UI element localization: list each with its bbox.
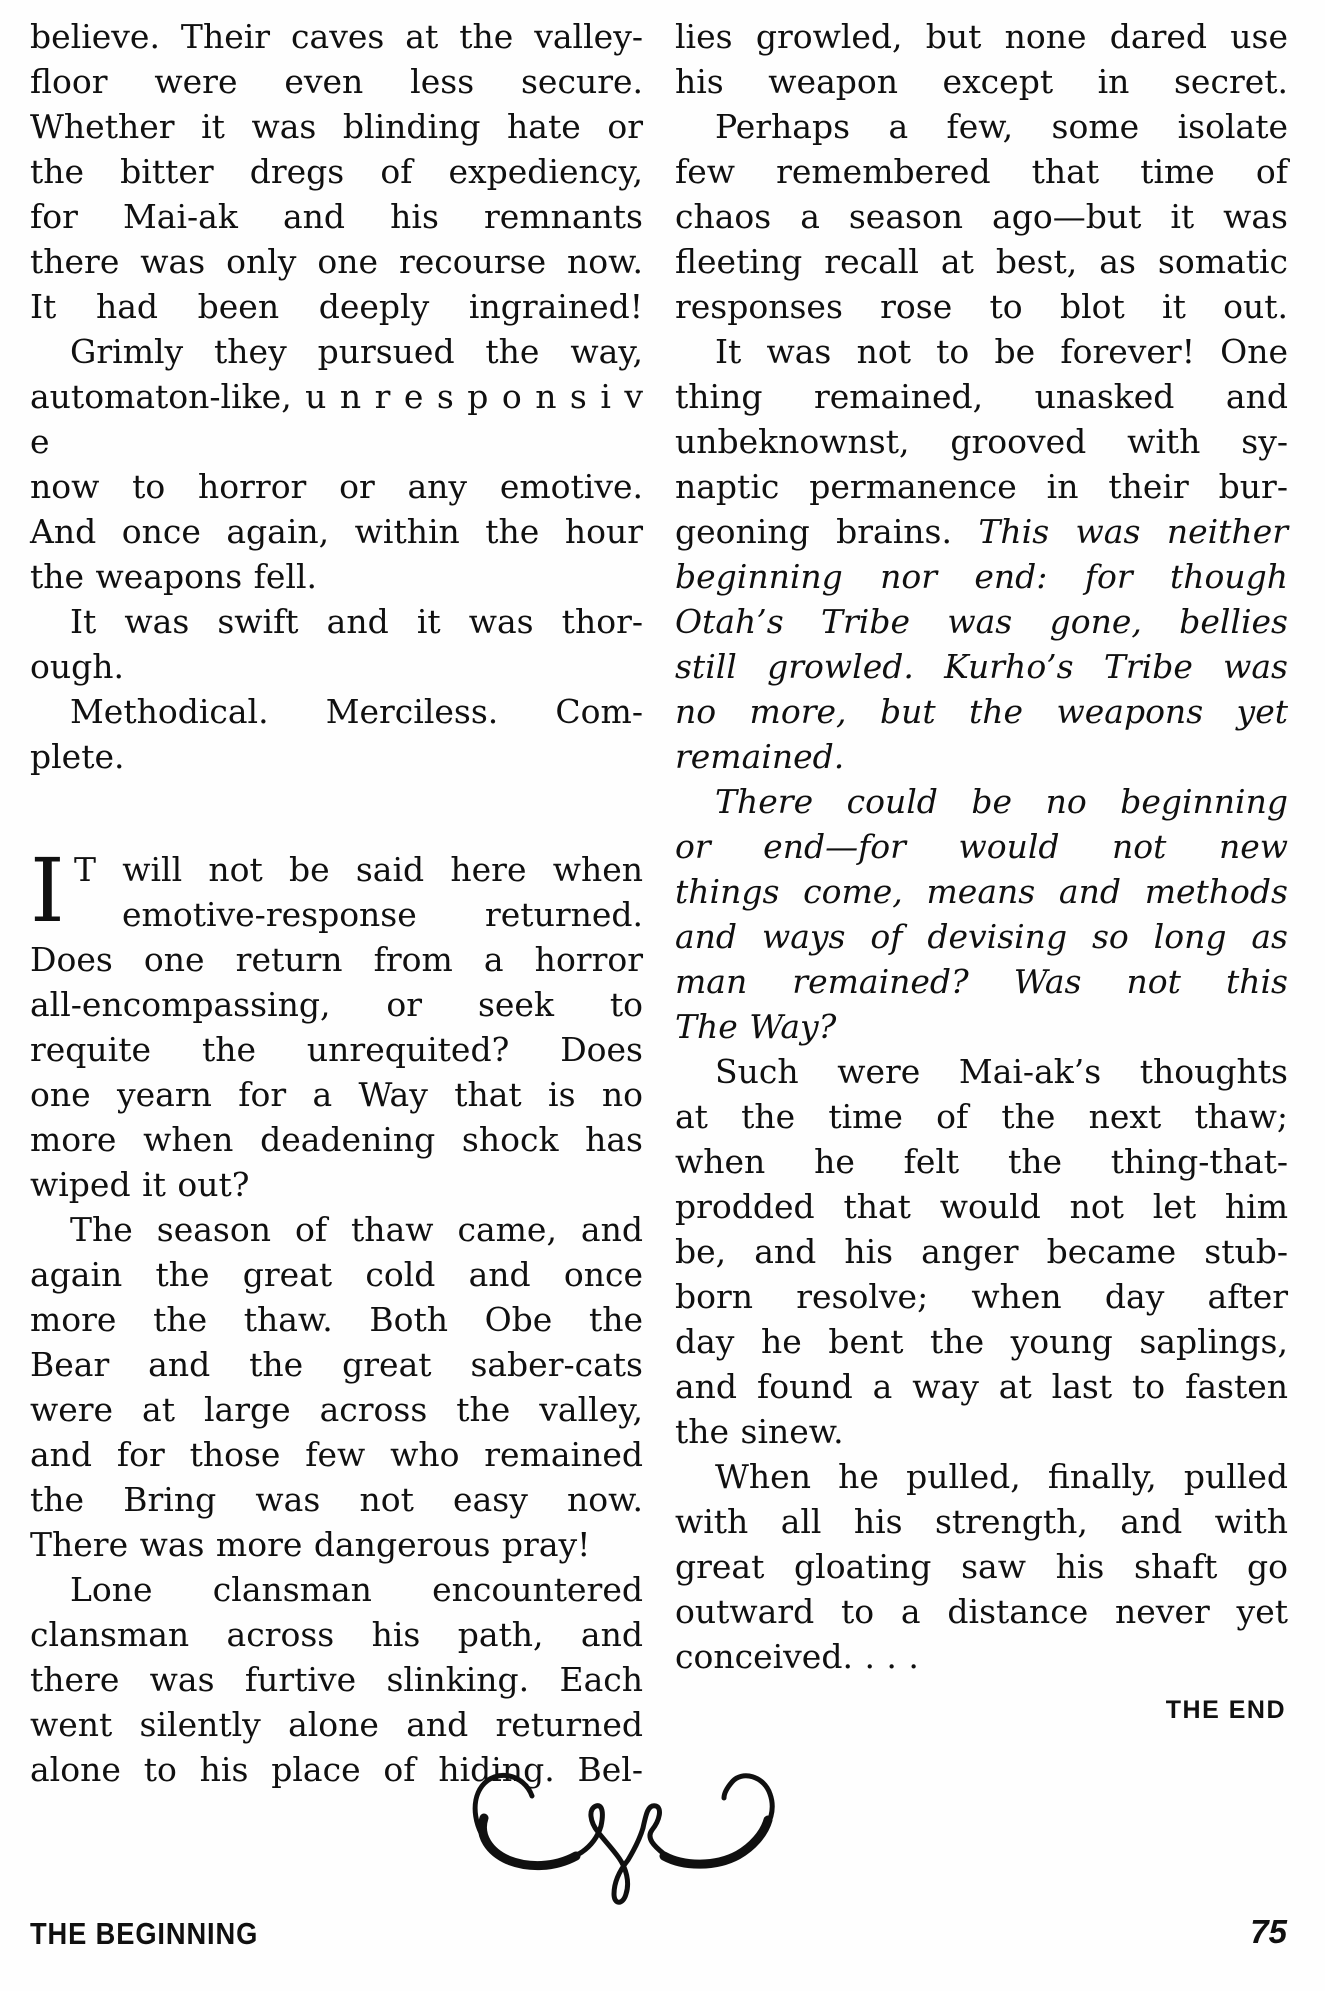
text-line — [30, 892, 643, 937]
text-run: and found a way at last to fasten — [675, 1367, 1288, 1406]
text-run: the Bring was not easy now. — [30, 1480, 643, 1519]
text-line — [675, 149, 1288, 194]
text-run: with all his strength, and with — [675, 1502, 1288, 1541]
text-line — [675, 1049, 1288, 1094]
italic-text-run: There could be no beginning — [715, 782, 1288, 821]
italic-text-run: remained. — [675, 737, 845, 776]
text-line — [30, 374, 643, 464]
text-run: his weapon except in secret. — [675, 62, 1288, 101]
text-run: wiped it out? — [30, 1165, 250, 1204]
italic-text-run: or end—for would not new — [675, 827, 1288, 866]
text-line — [675, 1634, 1288, 1679]
text-line — [30, 1387, 643, 1432]
text-run: requite the unrequited? Does — [30, 1030, 643, 1069]
page-number: 75 — [1250, 1913, 1287, 1950]
text-run: outward to a distance never yet — [675, 1592, 1288, 1631]
text-run: fleeting recall at best, as somatic — [675, 242, 1288, 281]
text-line — [30, 937, 643, 982]
calligraphic-flourish-icon — [468, 1770, 788, 1915]
text-run: naptic permanence in their bur- — [675, 467, 1288, 506]
text-run: Whether it was blinding hate or — [30, 107, 643, 146]
text-run: alone to his place of hiding. Bel- — [30, 1750, 643, 1789]
text-line — [30, 509, 643, 554]
text-run: and for those few who remained — [30, 1435, 643, 1474]
right-column — [675, 14, 1288, 1792]
text-run: T will not be said here when — [74, 850, 643, 889]
text-line — [30, 1612, 643, 1657]
text-line — [30, 329, 643, 374]
text-line — [30, 194, 643, 239]
text-line — [675, 689, 1288, 734]
text-run: Such were Mai-ak’s thoughts — [715, 1052, 1288, 1091]
right-column-lines — [675, 14, 1288, 1679]
text-run: geoning brains. — [675, 512, 979, 551]
section-gap — [30, 779, 643, 847]
text-run: Lone clansman encountered — [70, 1570, 643, 1609]
text-line — [30, 982, 643, 1027]
text-run: born resolve; when day after — [675, 1277, 1288, 1316]
text-line — [30, 1702, 643, 1747]
text-run: clansman across his path, and — [30, 1615, 643, 1654]
text-line — [30, 1477, 643, 1522]
text-line — [30, 464, 643, 509]
text-run: It was not to be forever! One — [715, 332, 1288, 371]
text-line — [675, 419, 1288, 464]
drop-cap-letter: I — [30, 839, 65, 942]
text-line — [30, 1117, 643, 1162]
text-line — [675, 1364, 1288, 1409]
text-run: There was more dangerous pray! — [30, 1525, 591, 1564]
italic-text-run: no more, but the weapons yet — [675, 692, 1288, 731]
text-line — [30, 1432, 643, 1477]
text-line — [30, 689, 643, 734]
text-line — [675, 1499, 1288, 1544]
text-run: there was only one recourse now. — [30, 242, 643, 281]
text-run: be, and his anger became stub- — [675, 1232, 1288, 1271]
text-line — [30, 847, 643, 892]
text-line — [30, 104, 643, 149]
text-run: Methodical. Merciless. Com- — [70, 692, 643, 731]
text-run: the weapons fell. — [30, 557, 317, 596]
text-line — [30, 1657, 643, 1702]
text-line — [30, 734, 643, 779]
text-line — [675, 869, 1288, 914]
text-run: chaos a season ago—but it was — [675, 197, 1288, 236]
text-line — [30, 1252, 643, 1297]
text-line — [675, 1094, 1288, 1139]
text-line — [675, 329, 1288, 374]
text-run: more the thaw. Both Obe the — [30, 1300, 643, 1339]
text-line — [675, 1229, 1288, 1274]
text-line — [30, 1207, 643, 1252]
text-line — [675, 644, 1288, 689]
text-line — [30, 599, 643, 644]
italic-text-run: Otah’s Tribe was gone, bellies — [675, 602, 1288, 641]
text-run: now to horror or any emotive. — [30, 467, 643, 506]
text-run: automaton-like, u n r e s p o n s i v e — [30, 377, 643, 461]
italic-text-run: things come, means and methods — [675, 872, 1288, 911]
text-run: And once again, within the hour — [30, 512, 643, 551]
text-line — [675, 239, 1288, 284]
text-line — [30, 1567, 643, 1612]
text-line — [675, 554, 1288, 599]
text-line — [675, 1589, 1288, 1634]
text-run: emotive-response returned. — [122, 895, 643, 934]
text-line — [675, 779, 1288, 824]
text-line — [675, 599, 1288, 644]
text-run: went silently alone and returned — [30, 1705, 643, 1744]
the-end-label: THE END — [1165, 1696, 1286, 1724]
text-line — [675, 1274, 1288, 1319]
text-line — [30, 1342, 643, 1387]
text-run: plete. — [30, 737, 125, 776]
text-line — [675, 914, 1288, 959]
text-line — [675, 1544, 1288, 1589]
text-line — [675, 959, 1288, 1004]
text-run: lies growled, but none dared use — [675, 17, 1288, 56]
italic-text-run: still growled. Kurho’s Tribe was — [675, 647, 1288, 686]
text-run: all-encompassing, or seek to — [30, 985, 643, 1024]
text-run: few remembered that time of — [675, 152, 1288, 191]
text-run: It had been deeply ingrained! — [30, 287, 643, 326]
italic-text-run: beginning nor end: for though — [675, 557, 1288, 596]
text-line — [30, 1027, 643, 1072]
text-run: It was swift and it was thor- — [70, 602, 643, 641]
italic-text-run: This was neither — [978, 512, 1288, 551]
text-line — [30, 1162, 643, 1207]
text-line — [30, 149, 643, 194]
text-run: for Mai-ak and his remnants — [30, 197, 643, 236]
text-run: conceived. . . . — [675, 1637, 919, 1676]
text-run: more when deadening shock has — [30, 1120, 643, 1159]
text-line — [30, 239, 643, 284]
text-line — [675, 824, 1288, 869]
text-line — [675, 1319, 1288, 1364]
text-run: Does one return from a horror — [30, 940, 643, 979]
text-run: When he pulled, finally, pulled — [715, 1457, 1288, 1496]
text-line — [30, 1522, 643, 1567]
text-line — [675, 194, 1288, 239]
text-run: were at large across the valley, — [30, 1390, 643, 1429]
text-run: day he bent the young saplings, — [675, 1322, 1288, 1361]
left-column — [30, 14, 643, 1792]
text-line — [675, 1004, 1288, 1049]
text-line — [675, 509, 1288, 554]
text-run: responses rose to blot it out. — [675, 287, 1288, 326]
text-run: the bitter dregs of expediency, — [30, 152, 643, 191]
italic-text-run: and ways of devising so long as — [675, 917, 1288, 956]
text-run: Perhaps a few, some isolate — [715, 107, 1288, 146]
left-column-lines — [30, 14, 643, 1792]
text-line — [675, 59, 1288, 104]
text-run: Grimly they pursued the way, — [70, 332, 643, 371]
text-line — [675, 734, 1288, 779]
text-line — [30, 14, 643, 59]
text-line — [30, 59, 643, 104]
text-run: The season of thaw came, and — [70, 1210, 643, 1249]
text-run: when he felt the thing-that- — [675, 1142, 1288, 1181]
text-run: floor were even less secure. — [30, 62, 643, 101]
footer-section-title: THE BEGINNING — [30, 1916, 259, 1951]
text-run: thing remained, unasked and — [675, 377, 1288, 416]
text-run: great gloating saw his shaft go — [675, 1547, 1288, 1586]
text-line — [30, 284, 643, 329]
text-run: one yearn for a Way that is no — [30, 1075, 643, 1114]
text-line — [675, 1184, 1288, 1229]
text-run: believe. Their caves at the valley- — [30, 17, 643, 56]
text-line — [30, 1297, 643, 1342]
text-run: there was furtive slinking. Each — [30, 1660, 643, 1699]
text-run: at the time of the next thaw; — [675, 1097, 1288, 1136]
text-line — [675, 14, 1288, 59]
text-run: ough. — [30, 647, 124, 686]
text-line — [30, 1072, 643, 1117]
text-line — [675, 1139, 1288, 1184]
text-run: the sinew. — [675, 1412, 844, 1451]
text-line — [30, 644, 643, 689]
text-run: prodded that would not let him — [675, 1187, 1288, 1226]
italic-text-run: The Way? — [675, 1007, 837, 1046]
text-line — [675, 284, 1288, 329]
text-line — [30, 554, 643, 599]
italic-text-run: man remained? Was not this — [675, 962, 1288, 1001]
text-line — [675, 464, 1288, 509]
drop-cap-paragraph — [30, 839, 643, 942]
text-line — [675, 374, 1288, 419]
text-run: unbeknownst, grooved with sy- — [675, 422, 1288, 461]
text-line — [675, 1454, 1288, 1499]
text-line — [675, 1409, 1288, 1454]
text-run: Bear and the great saber-cats — [30, 1345, 643, 1384]
text-line — [675, 104, 1288, 149]
text-run: again the great cold and once — [30, 1255, 643, 1294]
